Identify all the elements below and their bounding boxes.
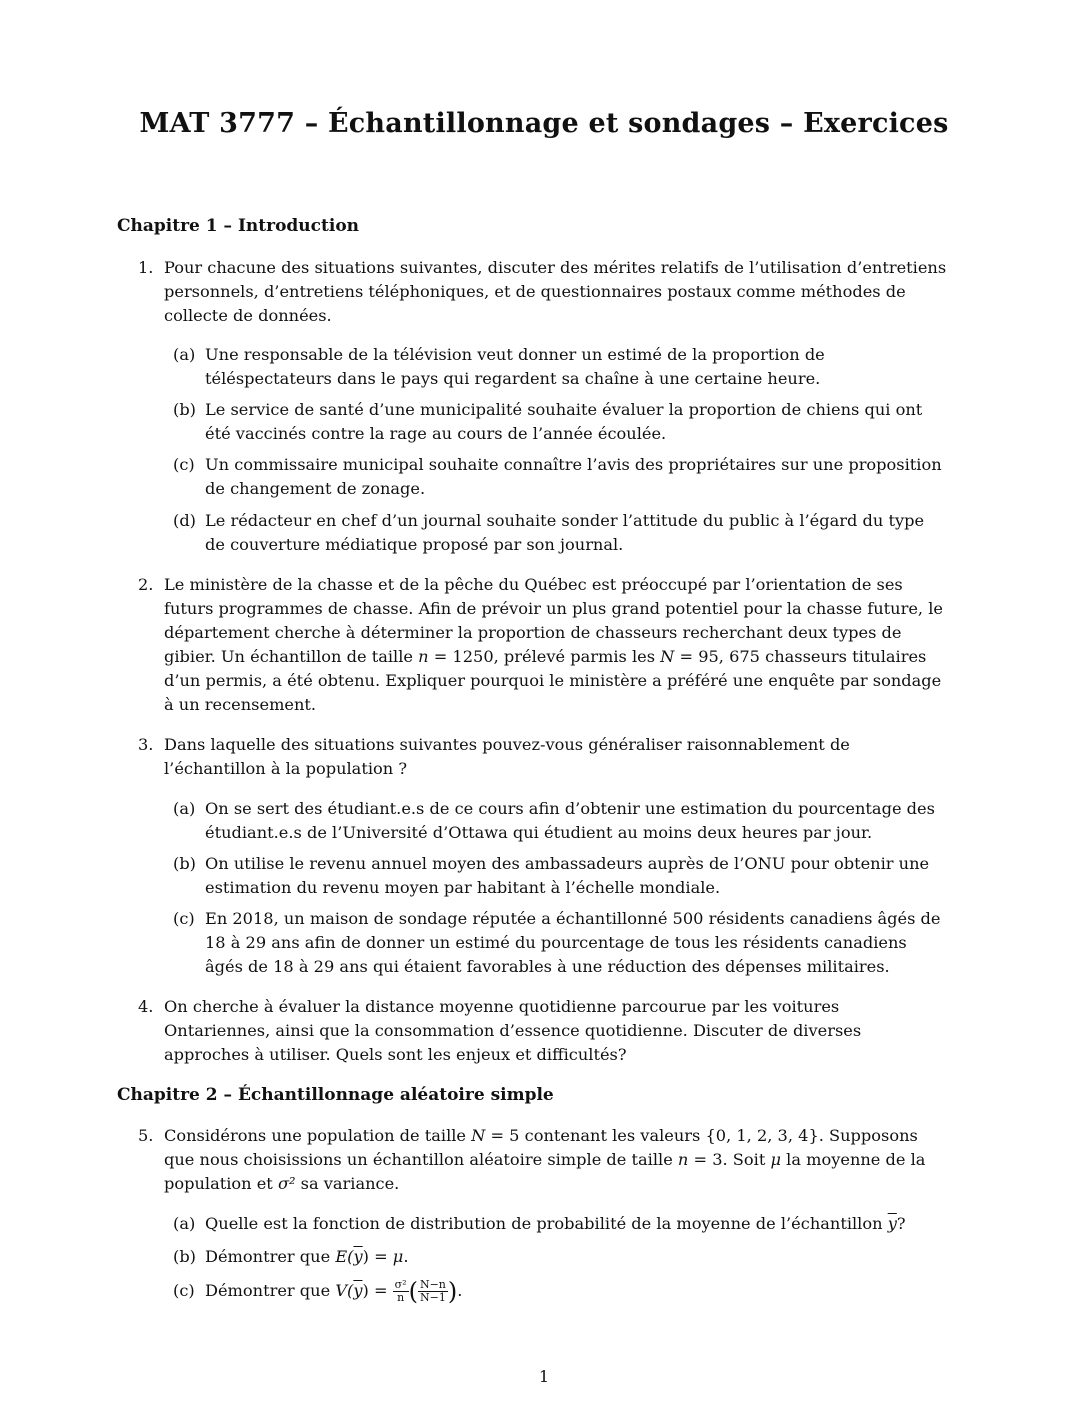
question-3b	[173, 852, 949, 900]
sub-label: (b)	[173, 400, 196, 419]
question-number: 4.	[138, 997, 154, 1016]
y-bar: $\overline{y}$	[353, 1247, 363, 1266]
y-bar: $\overline{y}$	[887, 1214, 897, 1233]
question-number: 1.	[138, 258, 154, 277]
page-title: MAT 3777 – Échantillonnage et sondages – Exercices	[139, 108, 949, 139]
sub-text: Le rédacteur en chef d’un journal souhaite sonder l’attitude du public à l’égard du type de couverture médiatique proposé par son journal.	[205, 511, 925, 554]
question-3	[138, 733, 948, 781]
question-5b	[173, 1245, 949, 1269]
sub-label: (b)	[173, 1247, 196, 1266]
sub-text: Une responsable de la télévision veut donner un estimé de la proportion de téléspectateurs dans le pays qui regardent sa chaîne à une certaine heure.	[205, 345, 825, 388]
question-3a	[173, 797, 949, 845]
sub-label: (a)	[173, 799, 196, 818]
question-2	[138, 573, 948, 717]
question-1	[138, 256, 948, 328]
sub-label: (d)	[173, 511, 196, 530]
fraction-sigma-n: $\frac{\text{σ²}}{n}$	[394, 1278, 407, 1304]
sub-text: Démontrer que $V(\overline{y})$ = $\frac{\text{σ²}}{n}$ ( $\frac{N-n}{N-1}$ ).	[205, 1277, 463, 1306]
question-5a	[173, 1212, 949, 1236]
question-text: Le ministère de la chasse et de la pêche du Québec est préoccupé par l’orientation de ses futurs programmes de chasse. Afin de prévoir un plus grand potentiel pour la chasse future, le département cherche à déterminer la proportion de chasseurs recherchant deux types de gibier. Un échantillon de taille n = 1250, prélevé parmis les N = 95, 675 chasseurs titulaires d’un permis, a été obtenu. Expliquer pourquoi le ministère a préféré une enquête par sondage à un recensement.	[164, 575, 943, 714]
sub-text: On utilise le revenu annuel moyen des ambassadeurs auprès de l’ONU pour obtenir une estimation du revenu moyen par habitant à l’échelle mondiale.	[205, 854, 930, 897]
sub-label: (a)	[173, 345, 196, 364]
page-number: 1	[538, 1367, 550, 1386]
sub-text: Démontrer que $E(\overline{y}) = \mu$.	[205, 1247, 409, 1266]
question-text: Considérons une population de taille N = 5 contenant les valeurs {0, 1, 2, 3, 4}. Supposons que nous choisissions un échantillon aléatoire simple de taille n = 3. Soit μ la moyenne de la population et σ² sa variance.	[164, 1126, 926, 1193]
question-1c	[173, 453, 949, 501]
sub-label: (c)	[173, 909, 195, 928]
fraction-finite-correction: $\frac{N-n}{N-1}$	[419, 1278, 446, 1304]
sub-text: Quelle est la fonction de distribution de probabilité de la moyenne de l’échantillon $\overline{y}$?	[205, 1214, 906, 1233]
sub-label: (c)	[173, 455, 195, 474]
y-bar: $\overline{y}$	[353, 1281, 363, 1300]
question-1d	[173, 509, 949, 557]
question-text: On cherche à évaluer la distance moyenne quotidienne parcourue par les voitures Ontariennes, ainsi que la consommation d’essence quotidienne. Discuter de diverses approches à utiliser. Quels sont les enjeux et difficultés?	[164, 997, 862, 1064]
sub-text: Le service de santé d’une municipalité souhaite évaluer la proportion de chiens qui ont été vaccinés contre la rage au cours de l’année écoulée.	[205, 400, 923, 443]
chapter-1-heading: Chapitre 1 – Introduction	[117, 216, 360, 236]
question-1a	[173, 343, 949, 391]
chapter-2-heading: Chapitre 2 – Échantillonnage aléatoire simple	[117, 1085, 554, 1105]
sub-label: (c)	[173, 1281, 195, 1300]
sub-text: En 2018, un maison de sondage réputée a échantillonné 500 résidents canadiens âgés de 18 à 29 ans afin de donner un estimé du pourcentage de tous les résidents canadiens âgés de 18 à 29 ans qui étaient favorables à une réduction des dépenses militaires.	[205, 909, 941, 976]
question-number: 2.	[138, 575, 154, 594]
question-5	[138, 1124, 948, 1196]
question-number: 5.	[138, 1126, 154, 1145]
sub-text: On se sert des étudiant.e.s de ce cours afin d’obtenir une estimation du pourcentage des étudiant.e.s de l’Université d’Ottawa qui étudient au moins deux heures par jour.	[205, 799, 935, 842]
sub-label: (a)	[173, 1214, 196, 1233]
sub-label: (b)	[173, 854, 196, 873]
question-text: Dans laquelle des situations suivantes pouvez-vous généraliser raisonnablement de l’échantillon à la population ?	[164, 735, 850, 778]
question-number: 3.	[138, 735, 154, 754]
question-5c	[173, 1279, 949, 1304]
question-text: Pour chacune des situations suivantes, discuter des mérites relatifs de l’utilisation d’entretiens personnels, d’entretiens téléphoniques, et de questionnaires postaux comme méthodes de collecte de données.	[164, 258, 947, 325]
sub-text: Un commissaire municipal souhaite connaître l’avis des propriétaires sur une proposition de changement de zonage.	[205, 455, 942, 498]
question-1b	[173, 398, 949, 446]
question-3c	[173, 907, 949, 979]
question-4	[138, 995, 948, 1067]
